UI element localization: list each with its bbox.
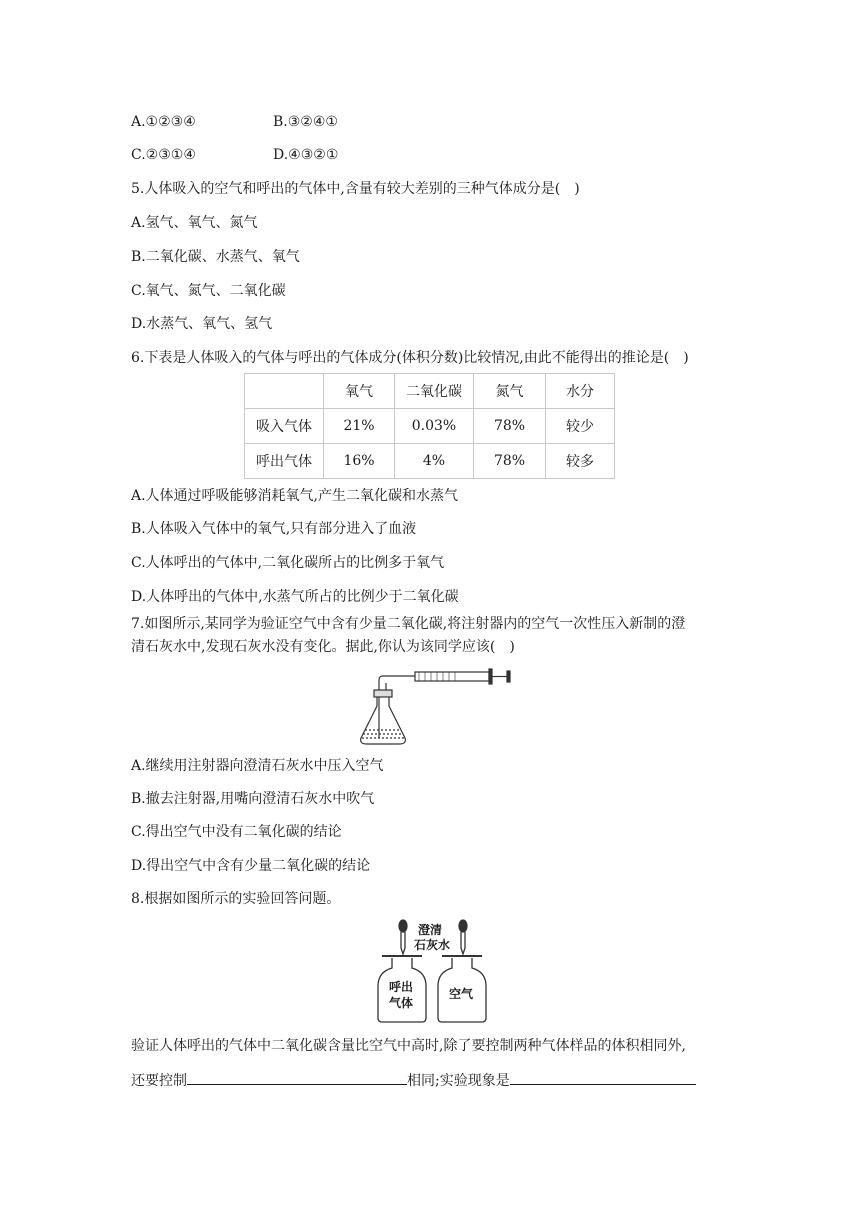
q8-text-part1: 还要控制 bbox=[131, 1073, 187, 1089]
syringe-barrel bbox=[415, 672, 489, 681]
answer-blank-2[interactable] bbox=[510, 1070, 696, 1085]
q7-option-c: C.得出空气中没有二氧化碳的结论 bbox=[131, 824, 342, 840]
q6-option-a: A.人体通过呼吸能够消耗氧气,产生二氧化碳和水蒸气 bbox=[131, 488, 459, 504]
q6-stem: 6.下表是人体吸入的气体与呼出的气体成分(体积分数)比较情况,由此不能得出的推论是( ) bbox=[131, 350, 689, 366]
table-cell: 78% bbox=[474, 444, 546, 479]
table-header-cell: 氧气 bbox=[324, 374, 395, 409]
q7-option-a: A.继续用注射器向澄清石灰水中压入空气 bbox=[131, 758, 384, 774]
q5-option-d: D.水蒸气、氧气、氢气 bbox=[131, 316, 273, 332]
q5-option-a: A.氢气、氧气、氮气 bbox=[131, 215, 258, 231]
table-cell: 0.03% bbox=[395, 409, 474, 444]
left-bottle-label-line1: 呼出 bbox=[389, 980, 414, 994]
q4-option-a: A.①②③④ bbox=[131, 114, 196, 130]
left-bottle-label-line2: 气体 bbox=[389, 996, 414, 1010]
q6-option-c: C.人体呼出的气体中,二氧化碳所占的比例多于氧气 bbox=[131, 555, 445, 571]
gas-comparison-table bbox=[244, 373, 615, 479]
q4-option-b: B.③②④① bbox=[273, 114, 338, 130]
q4-option-d: D.④③②① bbox=[273, 147, 339, 163]
gas-bottles-figure bbox=[368, 918, 494, 1026]
table-cell: 78% bbox=[474, 409, 546, 444]
q4-option-c: C.②③①④ bbox=[131, 147, 196, 163]
q8-text-line2 bbox=[131, 1070, 696, 1091]
q5-option-b: B.二氧化碳、水蒸气、氧气 bbox=[131, 249, 300, 265]
q7-stem-line1: 7.如图所示,某同学为验证空气中含有少量二氧化碳,将注射器内的空气一次性压入新制的澄 bbox=[131, 616, 686, 632]
conical-flask-outline bbox=[361, 696, 406, 744]
q8-stem: 8.根据如图所示的实验回答问题。 bbox=[131, 891, 341, 907]
q8-text-part2: 相同;实验现象是 bbox=[407, 1073, 510, 1089]
table-header-cell: 氮气 bbox=[474, 374, 546, 409]
q7-stem-line2: 清石灰水中,发现石灰水没有变化。据此,你认为该同学应该( ) bbox=[131, 639, 515, 655]
table-header-cell bbox=[245, 374, 324, 409]
right-dropper-bulb bbox=[459, 920, 467, 932]
right-bottle-label: 空气 bbox=[449, 987, 474, 1001]
q8-text-line1: 验证人体呼出的气体中二氧化碳含量比空气中高时,除了要控制两种气体样品的体积相同外, bbox=[131, 1038, 686, 1054]
reagent-label-line1: 澄清 bbox=[418, 923, 443, 937]
table-cell: 较多 bbox=[546, 444, 615, 479]
syringe-flask-figure bbox=[355, 666, 515, 750]
table-cell: 呼出气体 bbox=[245, 444, 324, 479]
reagent-label-line2: 石灰水 bbox=[414, 938, 451, 952]
table-row bbox=[245, 409, 615, 444]
syringe-flange bbox=[489, 669, 492, 684]
q5-stem: 5.人体吸入的空气和呼出的气体中,含量有较大差别的三种气体成分是( ) bbox=[131, 181, 580, 197]
table-cell: 21% bbox=[324, 409, 395, 444]
left-dropper-bulb bbox=[399, 920, 407, 932]
table-header-cell: 水分 bbox=[546, 374, 615, 409]
table-row bbox=[245, 444, 615, 479]
table-header-cell: 二氧化碳 bbox=[395, 374, 474, 409]
answer-blank-1[interactable] bbox=[187, 1070, 407, 1085]
table-cell: 4% bbox=[395, 444, 474, 479]
table-header-row bbox=[245, 374, 615, 409]
table-cell: 较少 bbox=[546, 409, 615, 444]
table-cell: 16% bbox=[324, 444, 395, 479]
q7-option-d: D.得出空气中含有少量二氧化碳的结论 bbox=[131, 858, 371, 874]
table-cell: 吸入气体 bbox=[245, 409, 324, 444]
q6-option-d: D.人体呼出的气体中,水蒸气所占的比例少于二氧化碳 bbox=[131, 589, 459, 605]
flask-stopper bbox=[374, 690, 392, 697]
q6-option-b: B.人体吸入气体中的氧气,只有部分进入了血液 bbox=[131, 521, 417, 537]
q7-option-b: B.撤去注射器,用嘴向澄清石灰水中吹气 bbox=[131, 791, 375, 807]
q5-option-c: C.氧气、氮气、二氧化碳 bbox=[131, 283, 286, 299]
